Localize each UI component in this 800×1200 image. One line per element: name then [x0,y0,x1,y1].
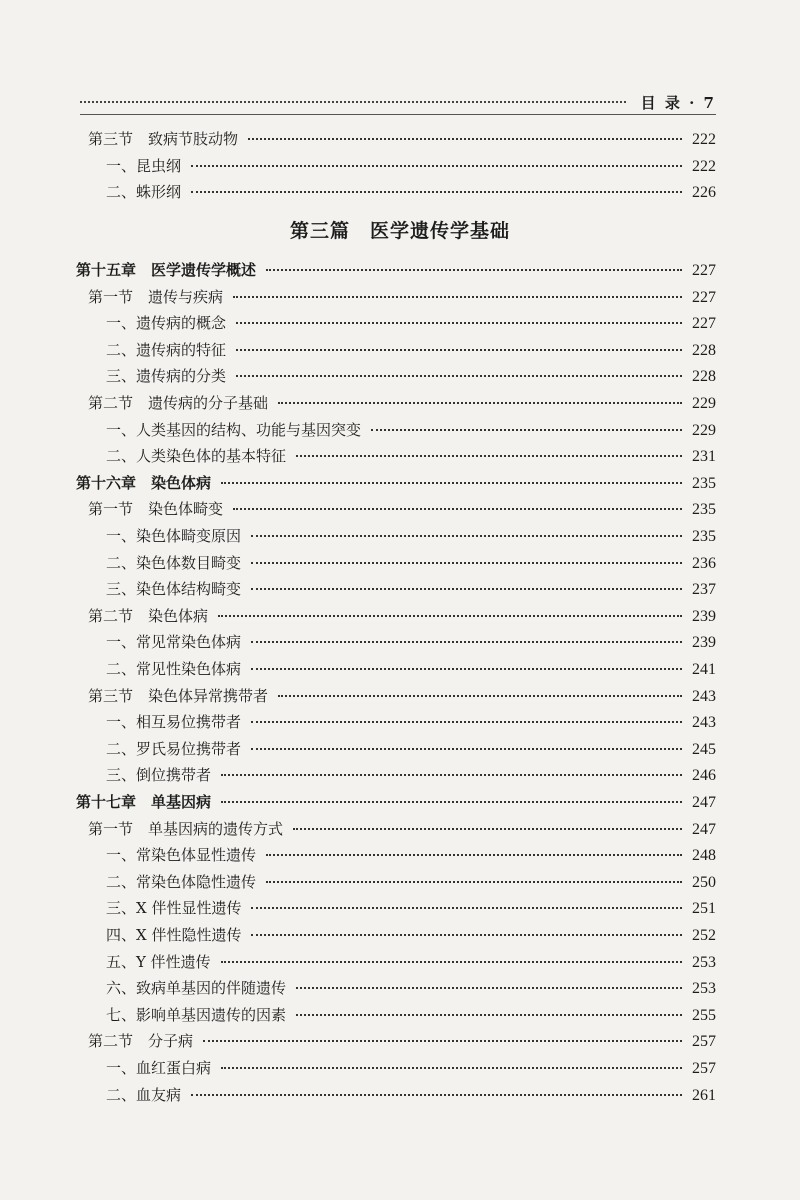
toc-entry [106,552,716,574]
toc-entry-page: 251 [692,900,716,918]
leader-dots [251,562,682,564]
toc-entry-page: 253 [692,953,716,971]
toc-entry-page: 257 [692,1033,716,1051]
toc-entry [88,1030,716,1052]
leader-dots [221,801,682,803]
toc-entry [106,365,716,387]
toc-entry [88,392,716,414]
toc-entry-page: 246 [692,767,716,785]
toc-entry-label: 二、蛛形纲 [106,183,182,201]
toc-entry-label: 二、人类染色体的基本特征 [106,447,287,466]
toc-entry-label: 第十六章 染色体病 [76,473,212,492]
toc-entry-page: 252 [692,927,716,944]
leader-dots [233,296,682,298]
toc-entry-page: 235 [692,474,716,492]
leader-dots [236,322,682,324]
toc-entry-page: 257 [692,1060,716,1077]
toc-entry-label: 第二节 遗传病的分子基础 [88,394,269,412]
toc-entry [106,525,716,547]
leader-dots [221,482,682,484]
leader-dots [296,1014,682,1016]
part-title: 第三篇 医学遗传学基础 [289,220,510,242]
toc-entry-label: 一、血红蛋白病 [106,1059,212,1077]
leader-dots [251,934,682,936]
toc-entry-label: 第一节 遗传与疾病 [88,287,224,306]
toc-entry [106,951,716,973]
toc-entry-page: 222 [692,157,716,175]
toc-entry [106,1004,716,1026]
toc-entry-page: 239 [692,634,716,652]
toc-entry-label: 五、Y 伴性遗传 [106,952,211,971]
toc-entry-label: 七、影响单基因遗传的因素 [106,1005,287,1024]
toc-entry-page: 236 [692,554,716,572]
toc-entry-page: 243 [692,714,716,732]
leader-dots [236,375,682,377]
leader-dots [251,748,682,750]
toc-entry [106,658,716,680]
toc-entry [88,818,716,840]
toc-entry-page: 245 [692,740,716,758]
leader-dots [233,508,682,510]
leader-dots [251,588,682,590]
toc-entry [106,871,716,893]
toc-entry-page: 228 [692,368,716,386]
toc-entry [106,1057,716,1079]
leader-dots [248,138,682,140]
toc-entry-label: 第一节 染色体畸变 [88,500,224,519]
toc-entry-page: 227 [692,262,716,279]
toc-entry-label: 第二节 分子病 [88,1032,194,1051]
leader-dots [236,349,682,351]
toc-entry-page: 247 [692,794,716,811]
toc-entry [106,339,716,361]
toc-entry-page: 248 [692,847,716,865]
leader-dots [266,881,682,883]
toc-entry [106,312,716,334]
toc-entry-label: 三、遗传病的分类 [106,367,227,386]
leader-dots [191,1094,682,1096]
toc-entry [106,419,716,441]
toc-entry-label: 二、血友病 [106,1085,182,1104]
leader-dots [251,641,682,643]
toc-entry [88,286,716,308]
toc-entry [76,259,716,281]
toc-entry [106,1084,716,1106]
toc-entry-page: 239 [692,607,716,625]
leader-dots [266,854,682,856]
toc-entry [88,128,716,150]
leader-dots [221,774,682,776]
running-header [80,92,716,115]
toc-entry [106,631,716,653]
leader-dots [221,1067,682,1069]
toc-entry-page: 241 [692,661,716,678]
toc-entry-page: 261 [692,1086,716,1104]
leader-dots [203,1040,682,1042]
toc-entry [106,977,716,999]
toc-entry-page: 228 [692,341,716,359]
toc-entry-page: 229 [692,395,716,412]
toc-entry-page: 250 [692,873,716,891]
toc-entry-page: 253 [692,980,716,998]
toc-entry-label: 第一节 单基因病的遗传方式 [88,819,284,838]
toc-entry-label: 四、X 伴性隐性遗传 [106,926,242,944]
toc-entry-label: 第十七章 单基因病 [76,793,212,811]
leader-dots [296,455,682,457]
toc-entry [106,155,716,177]
toc-entry [106,738,716,760]
toc-entry-page: 255 [692,1006,716,1024]
toc-entry-page: 235 [692,528,716,545]
toc-entry [106,897,716,919]
toc-entry [88,605,716,627]
toc-entry-page: 227 [692,315,716,333]
toc-entry-label: 第三节 染色体异常携带者 [88,686,269,705]
toc-entry-page: 247 [692,820,716,838]
leader-dots [191,165,682,167]
toc-entry-label: 二、罗氏易位携带者 [106,739,242,758]
toc-entry-label: 一、相互易位携带者 [106,713,242,732]
leader-dots [218,615,682,617]
leader-dots [191,191,682,193]
toc-entry-label: 一、遗传病的概念 [106,314,227,333]
leader-dots [251,668,682,670]
toc-entry-page: 235 [692,501,716,519]
toc-entry [88,498,716,520]
toc-entry [106,445,716,467]
leader-dots [278,402,682,404]
toc-entry [88,685,716,707]
leader-dots [371,429,682,431]
toc-entry-page: 222 [692,131,716,148]
toc-entry-page: 229 [692,421,716,439]
toc-entry-label: 第三节 致病节肢动物 [88,130,239,148]
toc-entry-page: 227 [692,288,716,306]
toc-entry-label: 二、遗传病的特征 [106,340,227,359]
toc-entry [76,472,716,494]
toc-entry-label: 二、染色体数目畸变 [106,553,242,572]
toc-entry-page: 231 [692,448,716,466]
toc-entry [76,791,716,813]
header-text: 目 录 · 7 [635,92,716,113]
toc-entry-label: 一、常见常染色体病 [106,633,242,652]
toc-entry [106,764,716,786]
toc-entry-label: 一、染色体畸变原因 [106,527,242,545]
toc-entry-page: 243 [692,687,716,705]
leader-dots [296,987,682,989]
toc-entry-label: 二、常染色体隐性遗传 [106,872,257,891]
toc-entry [106,844,716,866]
toc-entry-label: 三、X 伴性显性遗传 [106,899,242,918]
toc-entry [106,924,716,946]
leader-dots [278,695,682,697]
toc-entry-label: 第十五章 医学遗传学概述 [76,261,257,279]
leader-dots [266,269,682,271]
toc-entry-label: 三、倒位携带者 [106,766,212,785]
toc-entry [106,711,716,733]
header-leader-dots [80,101,626,103]
leader-dots [251,535,682,537]
leader-dots [251,721,682,723]
toc-entry-label: 一、人类基因的结构、功能与基因突变 [106,420,362,439]
toc-entry-label: 一、昆虫纲 [106,156,182,175]
toc-entry-label: 三、染色体结构畸变 [106,580,242,599]
toc-entry-label: 一、常染色体显性遗传 [106,846,257,865]
toc-entry-page: 237 [692,581,716,599]
toc-entry-label: 六、致病单基因的伴随遗传 [106,979,287,998]
toc-entry [106,181,716,203]
toc-entry-label: 第二节 染色体病 [88,606,209,625]
leader-dots [221,961,682,963]
leader-dots [251,907,682,909]
toc-entry-page: 226 [692,184,716,201]
leader-dots [293,828,682,830]
toc-entry [106,578,716,600]
toc-entry-label: 二、常见性染色体病 [106,660,242,678]
